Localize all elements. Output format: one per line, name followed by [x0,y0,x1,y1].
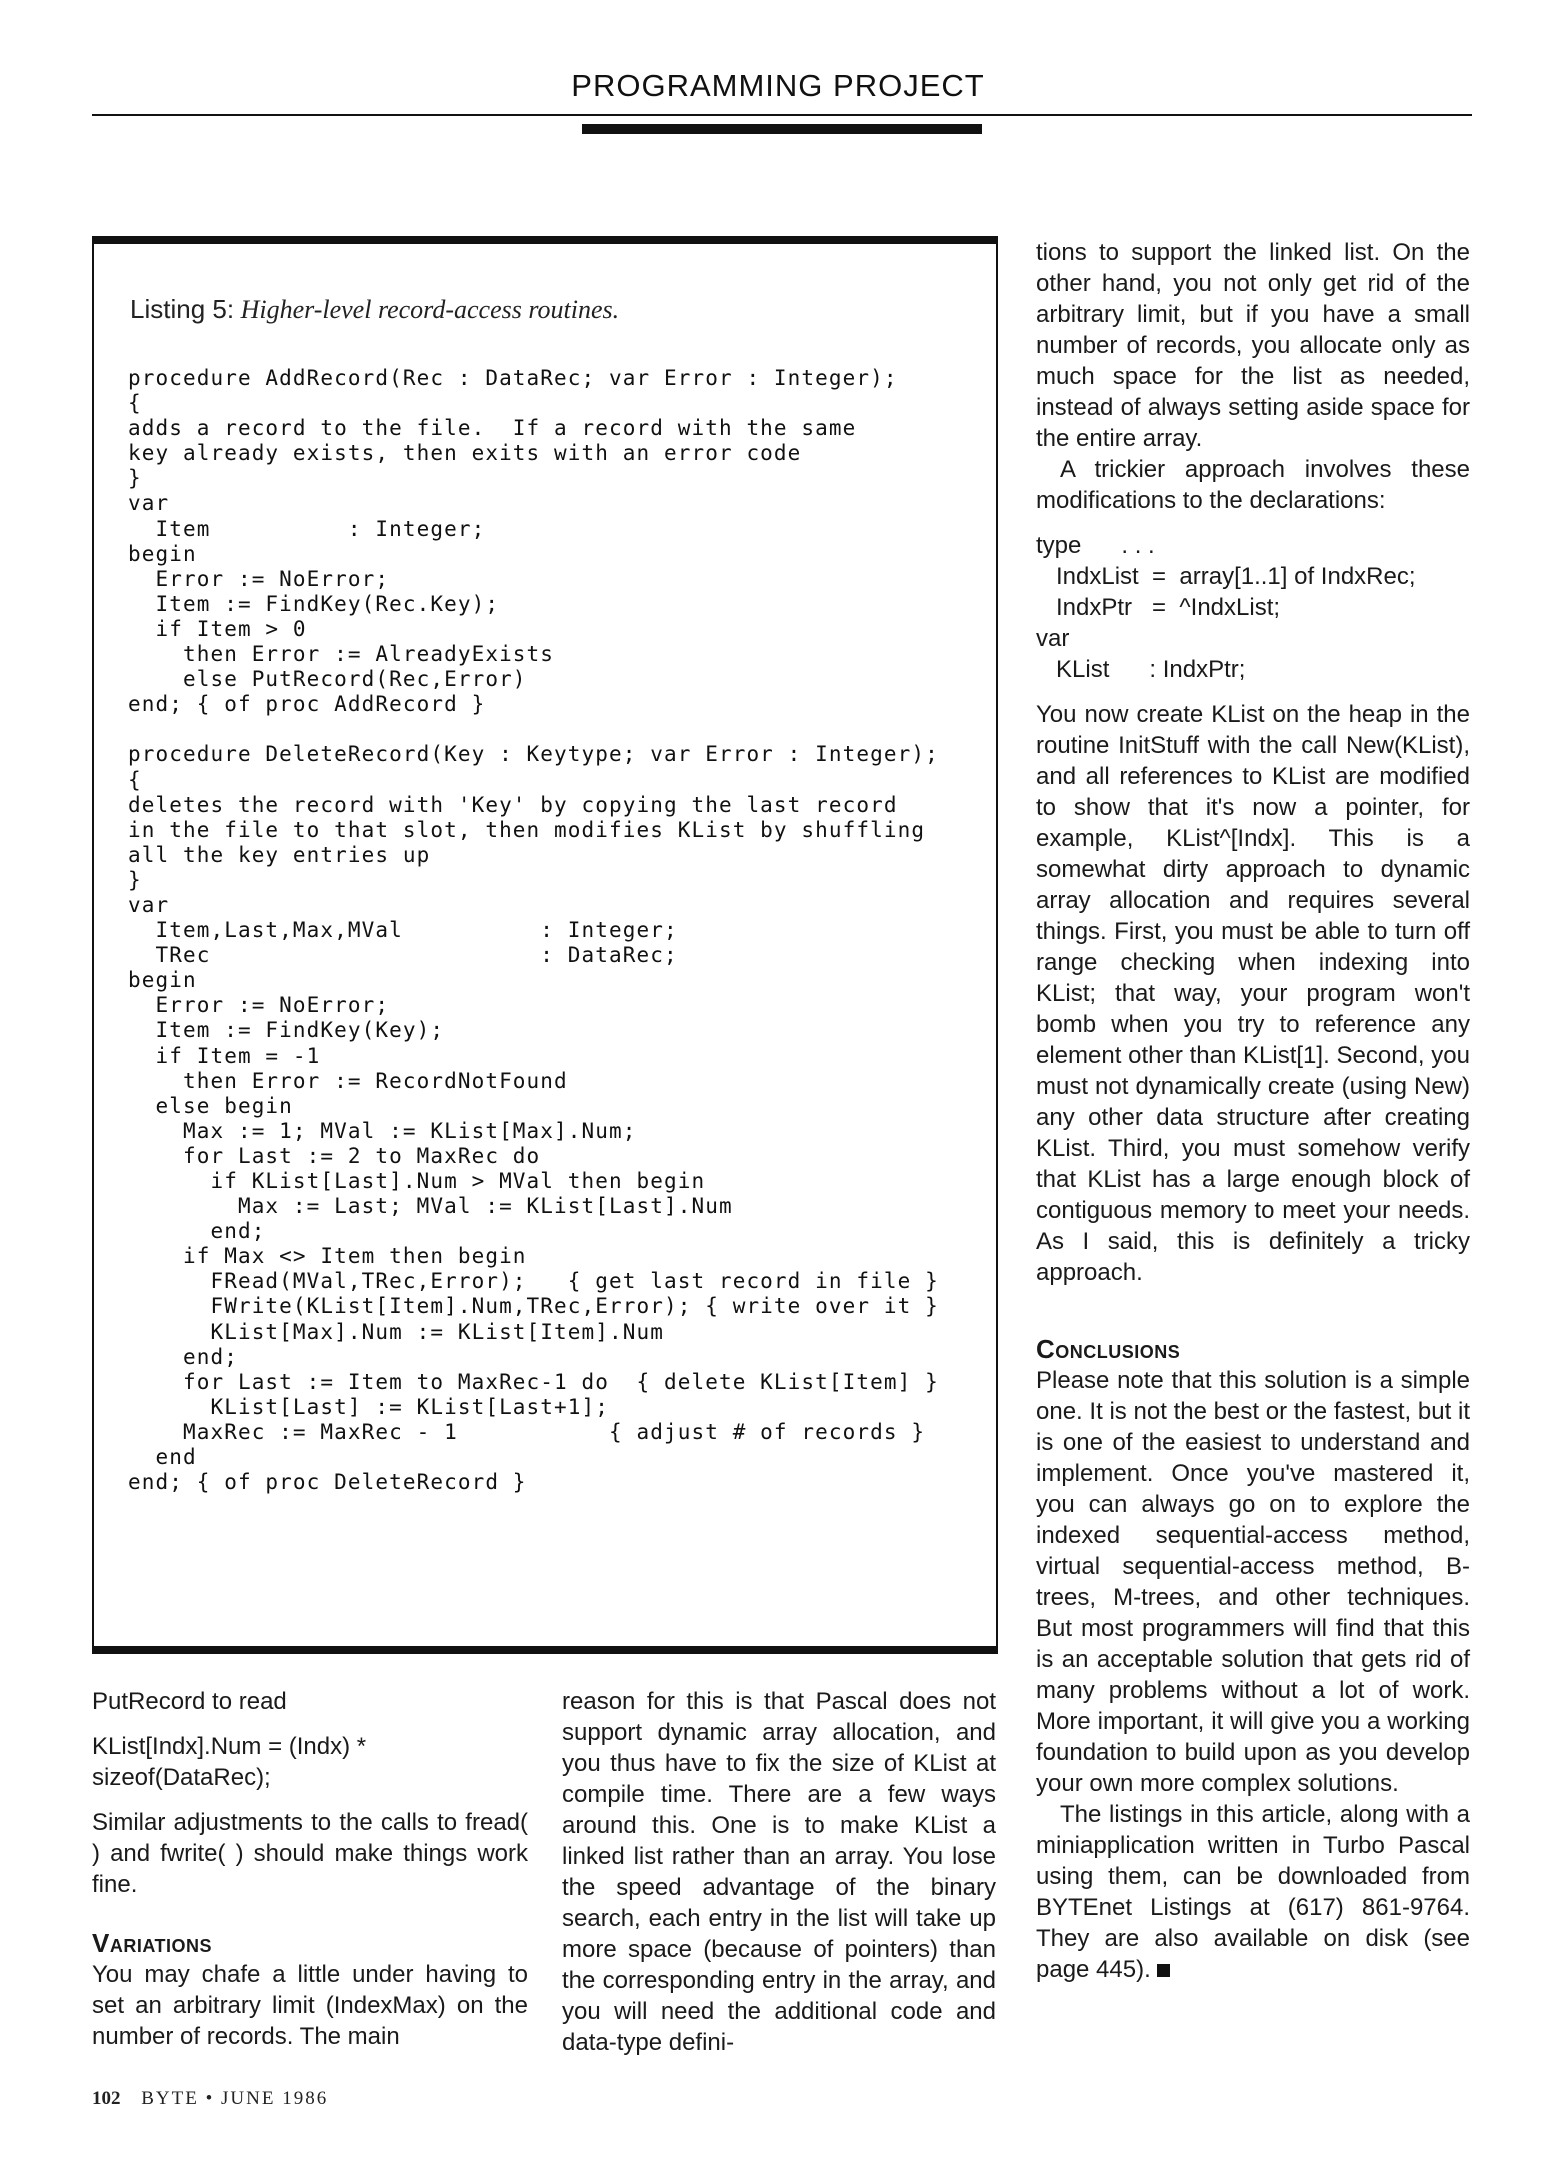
listing-caption [130,294,619,325]
header-bar [582,124,982,134]
listing-code: procedure AddRecord(Rec : DataRec; var Error : Integer); { adds a record to the file. If a record with the same key already exists, then exits with an error code } var Item : Integer; begin Error := NoError; Item := FindKey(Rec.Key); if Item > 0 then Error := AlreadyExists else PutRecord(Rec,Error) end; { of proc AddRecord } procedure DeleteRecord(Key : Keytype; var Error : Integer); { deletes the record with 'Key' by copying the last record in the file to that slot, then modifies KList by shuffling all the key entries up } var Item,Last,Max,MVal : Integer; TRec : DataRec; begin Error := NoError; Item := FindKey(Key); if Item = -1 then Error := RecordNotFound else begin Max := 1; MVal := KList[Max].Num; for Last := 2 to MaxRec do if KList[Last].Num > MVal then begin Max := Last; MVal := KList[Last].Num end; if Max <> Item then begin FRead(MVal,TRec,Error); { get last record in file } FWrite(KList[Item].Num,TRec,Error); { write over it } KList[Max].Num := KList[Item].Num end; for Last := Item to MaxRec-1 do { delete KList[Item] } KList[Last] := KList[Last+1]; MaxRec := MaxRec - 1 { adjust # of records } end end; { of proc DeleteRecord } [128,366,939,1495]
left-paragraph-1: PutRecord to read [92,1688,287,1715]
middle-column [562,1686,996,2058]
right-paragraph-1: tions to support the linked list. On the other hand, you not only get rid of the arbitrary limit, but if you have a small number of records, you allocate only as much space for the list as needed, instead of always setting aside space for the entire array. [1036,239,1470,452]
left-paragraph-3: You may chafe a little under having to set an arbitrary limit (IndexMax) on the number of records. The main [92,1961,528,2050]
right-paragraph-4: Please note that this solution is a simple one. It is not the best or the fastest, but it is one of the easiest to understand and implement. Once you've mastered it, you can always go on to explore the indexed sequential-access method, virtual sequential-access method, B-trees, M-trees, and other techniques. But most programmers will find that this is an acceptable solution that gets rid of many problems without a lot of work. More important, it will give you a working foundation to build upon as you develop your own more complex solutions. [1036,1367,1470,1797]
page-footer [92,2088,328,2110]
left-code-line-2: sizeof(DataRec); [92,1764,271,1791]
page-number: 102 [92,2088,121,2109]
right-paragraph-3: You now create KList on the heap in the routine InitStuff with the call New(KList), and all references to KList are modified to show that it's now a pointer, for example, KList^[Indx]. This is a somewhat dirty approach to dynamic array allocation and requires several things. First, you must be able to turn off range checking when indexing into KList; that way, your program won't bomb when you try to reference any element other than KList[1]. Second, you must not dynamically create (using New) any other data structure after creating KList. Third, you must somehow verify that KList has a large enough block of contiguous memory to meet your needs. As I said, this is definitely a tricky approach. [1036,701,1470,1286]
right-paragraph-5 [1036,1799,1470,1985]
right-code-line-3: IndxPtr = ^IndxList; [1036,594,1281,621]
listing-box [92,236,998,1654]
left-code-line-1: KList[Indx].Num = (Indx) * [92,1733,367,1760]
middle-paragraph-1: reason for this is that Pascal does not support dynamic array allocation, and you thus have to fix the size of KList at compile time. There are a few ways around this. One is to make KList a linked list rather than an array. You lose the speed advantage of the binary search, each entry in the list will take up more space (because of pointers) than the corresponding entry in the array, and you will need the additional code and data-type defini- [562,1688,996,2056]
left-column [92,1686,528,2052]
listing-caption-text: Higher-level record-access routines. [240,295,620,324]
conclusions-heading: Conclusions [1036,1334,1181,1364]
section-title: PROGRAMMING PROJECT [571,68,985,103]
right-code-line-2: IndxList = array[1..1] of IndxRec; [1036,563,1416,590]
variations-heading: Variations [92,1928,213,1958]
header-rule [92,114,1472,116]
magazine-issue: BYTE • JUNE 1986 [141,2088,329,2109]
listing-top-bar [92,236,998,244]
end-of-article-mark [1157,1964,1170,1977]
right-code-line-4: var [1036,625,1070,652]
right-paragraph-5-text: The listings in this article, along with a miniapplication written in Turbo Pascal using them, can be downloaded from BYTEnet Listings at (617) 861-9764. They are also available on disk (see page 445). [1036,1801,1470,1983]
right-column [1036,237,1470,1985]
listing-label: Listing 5: [130,294,235,324]
left-paragraph-2: Similar adjustments to the calls to fread( ) and fwrite( ) should make things work fine. [92,1809,528,1898]
right-code-line-5: KList : IndxPtr; [1036,656,1246,683]
listing-bottom-bar [92,1646,998,1654]
right-paragraph-2: A trickier approach involves these modifications to the declarations: [1036,456,1470,514]
right-code-line-1: type . . . [1036,532,1155,559]
